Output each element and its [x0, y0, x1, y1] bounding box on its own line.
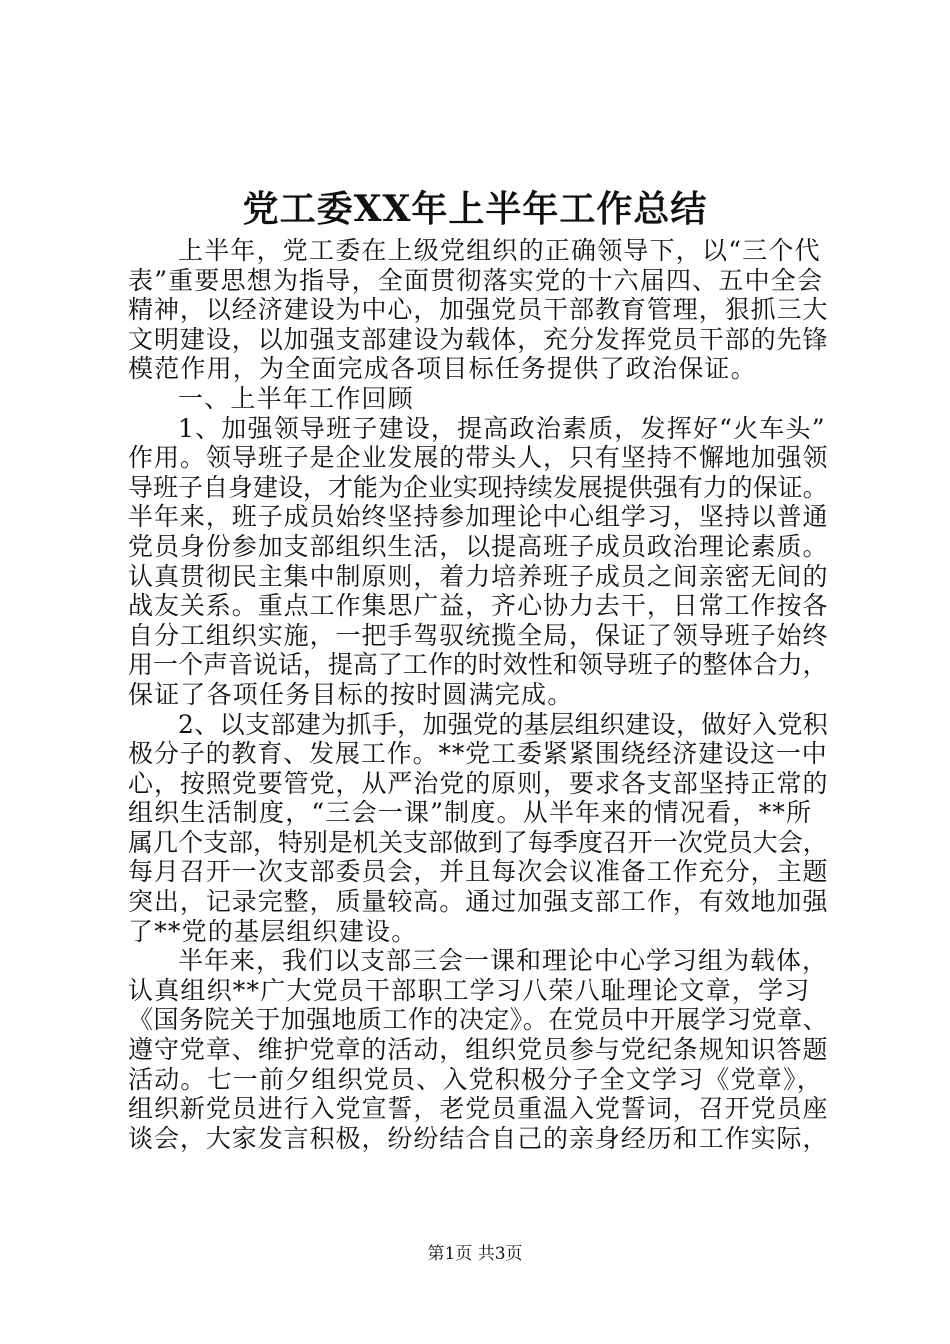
body-line: 组织生活制度，“三会一课”制度。从半年来的情况看，**所 — [128, 798, 813, 828]
body-line: 党员身份参加支部组织生活，以提高班子成员政治理论素质。 — [128, 531, 829, 561]
body-line: 活动。七一前夕组织党员、入党积极分子全文学习《党章》， — [128, 1064, 823, 1094]
document-body — [128, 236, 828, 1153]
body-line: 1、加强领导班子建设，提高政治素质，发挥好“火车头” — [178, 413, 826, 443]
document-title: 党工委XX年上半年工作总结 — [242, 188, 708, 230]
body-line: 战友关系。重点工作集思广益，齐心协力去干，日常工作按各 — [128, 591, 829, 621]
body-line: 上半年，党工委在上级党组织的正确领导下，以“三个代 — [178, 236, 821, 265]
body-line: 文明建设，以加强支部建设为载体，充分发挥党员干部的先锋 — [128, 324, 829, 354]
body-line: 自分工组织实施，一把手驾驭统揽全局，保证了领导班子始终 — [128, 620, 829, 650]
body-line: 导班子自身建设，才能为企业实现持续发展提供强有力的保证。 — [128, 472, 828, 502]
body-line: 谈会，大家发言积极，纷纷结合自己的亲身经历和工作实际， — [128, 1123, 829, 1153]
body-line: 了**党的基层组织建设。 — [128, 916, 418, 946]
body-line: 模范作用，为全面完成各项目标任务提供了政治保证。 — [128, 354, 757, 384]
body-line: 作用。领导班子是企业发展的带头人，只有坚持不懈地加强领 — [128, 443, 829, 473]
body-line: 表”重要思想为指导，全面贯彻落实党的十六届四、五中全会 — [128, 265, 824, 295]
body-line: 一、上半年工作回顾 — [178, 383, 414, 413]
body-line: 半年来，班子成员始终坚持参加理论中心组学习，坚持以普通 — [128, 502, 829, 532]
body-line: 突出，记录完整，质量较高。通过加强支部工作，有效地加强 — [128, 887, 829, 917]
body-line: 极分子的教育、发展工作。**党工委紧紧围绕经济建设这一中 — [128, 739, 828, 769]
body-line: 属几个支部，特别是机关支部做到了每季度召开一次党员大会， — [128, 827, 828, 857]
body-line: 半年来，我们以支部三会一课和理论中心学习组为载体， — [178, 946, 829, 976]
body-line: 认真贯彻民主集中制原则，着力培养班子成员之间亲密无间的 — [128, 561, 829, 591]
body-line: 精神，以经济建设为中心，加强党员干部教育管理，狠抓三大 — [128, 295, 829, 325]
body-line: 心，按照党要管党，从严治党的原则，要求各支部坚持正常的 — [128, 768, 829, 798]
body-line: 组织新党员进行入党宣誓，老党员重温入党誓词，召开党员座 — [128, 1094, 829, 1124]
body-line: 用一个声音说话，提高了工作的时效性和领导班子的整体合力， — [128, 650, 828, 680]
body-line: 认真组织**广大党员干部职工学习八荣八耻理论文章，学习 — [128, 975, 811, 1005]
body-line: 2、以支部建为抓手，加强党的基层组织建设，做好入党积 — [178, 709, 829, 739]
body-line: 保证了各项任务目标的按时圆满完成。 — [128, 679, 574, 709]
body-line: 每月召开一次支部委员会，并且每次会议准备工作充分，主题 — [128, 857, 829, 887]
body-line: 遵守党章、维护党章的活动，组织党员参与党纪条规知识答题 — [128, 1035, 829, 1065]
body-line: 《国务院关于加强地质工作的决定》。在党员中开展学习党章、 — [128, 1005, 829, 1035]
page-footer: 第1页 共3页 — [427, 1244, 523, 1264]
